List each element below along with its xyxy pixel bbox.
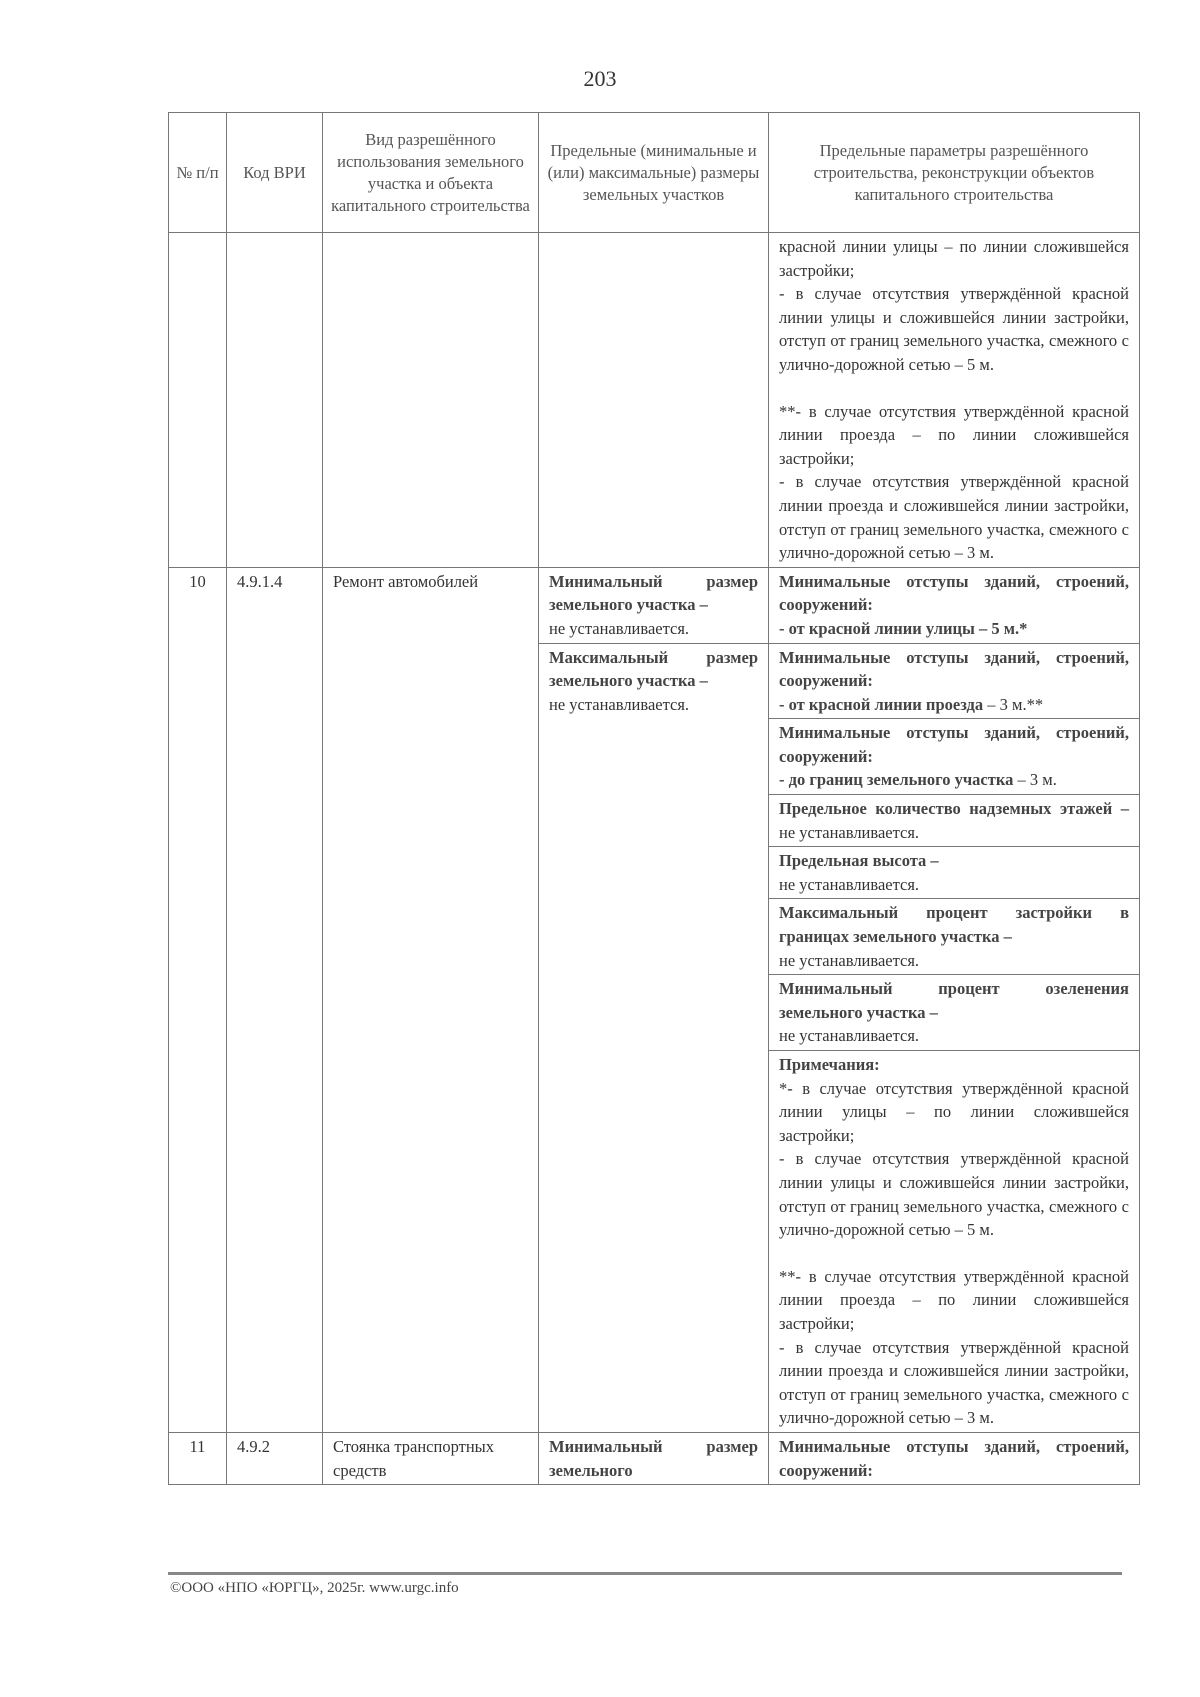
- min-size-label: Минимальный размер земельного: [549, 1436, 758, 1480]
- cell-notes: [769, 1051, 1140, 1433]
- header-num: № п/п: [169, 113, 227, 233]
- text-line: **- в случае отсутствия утверждённой красной линии проезда – по линии сложившейся застройки;: [779, 401, 1129, 468]
- page-number: 203: [583, 66, 617, 91]
- cell-param: [769, 899, 1140, 975]
- cell-code: [227, 233, 323, 568]
- cell-param: [769, 719, 1140, 795]
- param-label: Минимальные отступы зданий, строений, сооружений:: [779, 571, 1129, 615]
- table-row: [169, 567, 1140, 643]
- param-value: не устанавливается.: [779, 874, 920, 894]
- param-value: - до границ земельного участка: [779, 770, 1014, 790]
- max-size-value: не устанавливается.: [549, 694, 690, 714]
- text-line: - в случае отсутствия утверждённой красной линии проезда и сложившейся линии застройки, отступ от границ земельного участка, смежного с улично-дорожной сетью – 3 м.: [779, 472, 1129, 563]
- max-size-label: Максимальный размер земельного участка –: [549, 647, 758, 691]
- param-label: Максимальный процент застройки в границах земельного участка –: [779, 903, 1129, 947]
- param-label: Минимальные отступы зданий, строений, сооружений:: [779, 723, 1129, 766]
- cell-num: 11: [169, 1432, 227, 1484]
- header-use: Вид разрешённого использования земельного участка и объекта капитального строительства: [323, 113, 539, 233]
- param-value: - от красной линии проезда: [779, 694, 984, 714]
- param-value: – 3 м.**: [983, 694, 1044, 714]
- param-label: Минимальный процент озеленения земельного участка –: [779, 979, 1129, 1022]
- text-line: - в случае отсутствия утверждённой красной линии улицы и сложившейся линии застройки, отступ от границ земельного участка, смежного с улично-дорожной сетью – 5 м.: [779, 284, 1129, 374]
- cell-use: [323, 233, 539, 568]
- cell-code: 4.9.2: [227, 1432, 323, 1484]
- table-header-row: [169, 113, 1140, 233]
- param-label: Минимальные отступы зданий, строений, сооружений:: [779, 1436, 1129, 1480]
- header-code: Код ВРИ: [227, 113, 323, 233]
- min-size-value: не устанавливается.: [549, 618, 690, 638]
- note-line: - в случае отсутствия утверждённой красной линии улицы и сложившейся линии застройки, отступ от границ земельного участка, смежного с улично-дорожной сетью – 5 м.: [779, 1149, 1129, 1240]
- param-label: Предельное количество надземных этажей –: [779, 799, 1129, 819]
- cell-param: [769, 1432, 1140, 1484]
- cell-param: [769, 847, 1140, 899]
- cell-max-size: [539, 643, 769, 1432]
- cell-min-size: [539, 1432, 769, 1484]
- note-line: - в случае отсутствия утверждённой красной линии проезда и сложившейся линии застройки, отступ от границ земельного участка, смежного с улично-дорожной сетью – 3 м.: [779, 1337, 1129, 1428]
- cell-param: [769, 643, 1140, 719]
- param-value: не устанавливается.: [779, 1026, 920, 1046]
- header-params: Предельные параметры разрешённого строительства, реконструкции объектов капитального строительства: [769, 113, 1140, 233]
- text-line: красной линии улицы – по линии сложившейся застройки;: [779, 237, 1129, 280]
- cell-param: [769, 795, 1140, 847]
- notes-title: Примечания:: [779, 1055, 880, 1074]
- table-row: [169, 233, 1140, 568]
- note-line: *- в случае отсутствия утверждённой красной линии улицы – по линии сложившейся застройки;: [779, 1078, 1129, 1145]
- param-value: – 3 м.: [1013, 770, 1057, 790]
- cell-param: [769, 975, 1140, 1051]
- cell-num: [169, 233, 227, 568]
- cell-param: [769, 567, 1140, 643]
- param-label: Минимальные отступы зданий, строений, сооружений:: [779, 647, 1129, 691]
- param-value: - от красной линии улицы – 5 м.*: [779, 618, 1028, 638]
- min-size-label: Минимальный размер земельного участка –: [549, 571, 758, 615]
- cell-num: 10: [169, 567, 227, 1432]
- cell-use: Ремонт автомобилей: [323, 567, 539, 1432]
- note-line: **- в случае отсутствия утверждённой красной линии проезда – по линии сложившейся застройки;: [779, 1266, 1129, 1333]
- cell-size: [539, 233, 769, 568]
- footer-copyright: ©ООО «НПО «ЮРГЦ», 2025г. www.urgc.info: [170, 1580, 459, 1596]
- table-row: [169, 1432, 1140, 1484]
- cell-min-size: [539, 567, 769, 643]
- param-value: не устанавливается.: [779, 950, 920, 970]
- cell-code: 4.9.1.4: [227, 567, 323, 1432]
- cell-use: Стоянка транспортных средств: [323, 1432, 539, 1484]
- param-value: не устанавливается.: [779, 822, 920, 842]
- regulations-table: [168, 112, 1140, 1485]
- footer-divider: [168, 1572, 1122, 1575]
- cell-params: [769, 233, 1140, 568]
- param-label: Предельная высота –: [779, 851, 939, 871]
- header-size: Предельные (минимальные и (или) максимальные) размеры земельных участков: [539, 113, 769, 233]
